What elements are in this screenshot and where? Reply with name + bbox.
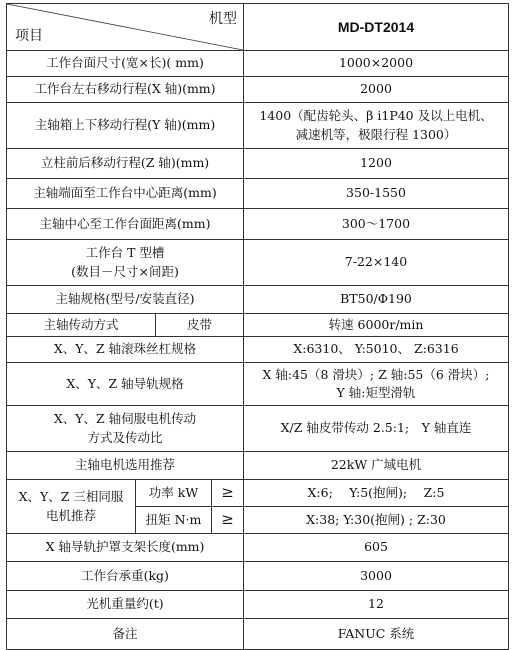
table-row (7, 480, 509, 507)
label-line: X、Y、Z 三相同服 (18, 489, 124, 505)
row-value: 3000 (244, 562, 509, 591)
table-row (7, 103, 509, 149)
row-label: 主轴箱上下移动行程(Y 轴)(mm) (7, 103, 244, 149)
row-value: BT50/Φ190 (244, 286, 509, 314)
row-value: 1200 (244, 149, 509, 179)
model-name: MD-DT2014 (244, 4, 509, 51)
row-value: 350-1550 (244, 179, 509, 209)
torque-gte-symbol: ≥ (212, 507, 244, 534)
label-line: 方式及传动比 (87, 429, 163, 445)
row-value: 1000×2000 (244, 51, 509, 77)
table-row (7, 77, 509, 103)
row-value: X/Z 轴皮带传动 2.5:1; Y 轴直连 (244, 406, 509, 452)
table-row (7, 452, 509, 480)
row-label: X、Y、Z 轴导轨规格 (7, 363, 244, 406)
table-row (7, 149, 509, 179)
label-line: 工作台 T 型槽 (85, 245, 165, 261)
power-label: 功率 kW (136, 480, 212, 507)
header-diagonal-cell (7, 4, 244, 51)
row-label: 主轴电机选用推荐 (7, 452, 244, 480)
row-value: 605 (244, 534, 509, 562)
table-row (7, 209, 509, 240)
value-line: 减速机等，极限行程 1300） (295, 126, 457, 142)
row-label: 立柱前后移动行程(Z 轴)(mm) (7, 149, 244, 179)
header-item-label: 项目 (15, 27, 43, 44)
row-value: 7-22×140 (244, 240, 509, 286)
torque-label: 扭矩 N·m (136, 507, 212, 534)
torque-value: X:38; Y:30(抱闸) ; Z:30 (244, 507, 509, 534)
value-line: X 轴:45（8 滑块）; Z 轴:55（6 滑块）; (262, 366, 490, 382)
row-label: 主轴端面至工作台中心距离(mm) (7, 179, 244, 209)
row-value: FANUC 系统 (244, 619, 509, 650)
row-label: 主轴传动方式 (7, 314, 156, 337)
row-value (244, 103, 509, 149)
table-row (7, 314, 509, 337)
row-label (7, 406, 244, 452)
table-row (7, 286, 509, 314)
table-row (7, 591, 509, 619)
row-label: 工作台左右移动行程(X 轴)(mm) (7, 77, 244, 103)
label-line: X、Y、Z 轴伺服电机传动 (53, 411, 197, 427)
row-value (244, 363, 509, 406)
row-label: 备注 (7, 619, 244, 650)
row-label: 主轴规格(型号/安装直径) (7, 286, 244, 314)
row-label: X、Y、Z 轴滚珠丝杠规格 (7, 337, 244, 363)
value-line: Y 轴:矩型滑轨 (336, 385, 416, 400)
row-value: 12 (244, 591, 509, 619)
row-value: 2000 (244, 77, 509, 103)
table-row (7, 406, 509, 452)
table-row (7, 240, 509, 286)
header-row (7, 4, 509, 51)
label-line: 电机推荐 (45, 507, 96, 523)
row-label: 工作台面尺寸(宽×长)( mm) (7, 51, 244, 77)
power-value: X:6; Y:5(抱闸); Z:5 (244, 480, 509, 507)
row-value: 22kW 广域电机 (244, 452, 509, 480)
row-value: X:6310、 Y:5010、 Z:6316 (244, 337, 509, 363)
row-label (7, 480, 136, 534)
row-label (7, 240, 244, 286)
header-model-label: 机型 (209, 11, 237, 27)
row-sublabel: 皮带 (156, 314, 244, 337)
label-line: (数目－尺寸×间距) (71, 263, 179, 279)
row-label: 主轴中心至工作台面距离(mm) (7, 209, 244, 240)
table-row (7, 337, 509, 363)
row-value: 300～1700 (244, 209, 509, 240)
row-value: 转速 6000r/min (244, 314, 509, 337)
value-line: 1400（配齿轮头、β i1P40 及以上电机、 (259, 108, 493, 124)
row-label: 工作台承重(kg) (7, 562, 244, 591)
table-row (7, 562, 509, 591)
table-row (7, 363, 509, 406)
row-label: X 轴导轨护罩支架长度(mm) (7, 534, 244, 562)
spec-table (6, 3, 509, 650)
table-row (7, 179, 509, 209)
power-gte-symbol: ≥ (212, 480, 244, 507)
table-row (7, 534, 509, 562)
table-row (7, 51, 509, 77)
row-label: 光机重量约(t) (7, 591, 244, 619)
